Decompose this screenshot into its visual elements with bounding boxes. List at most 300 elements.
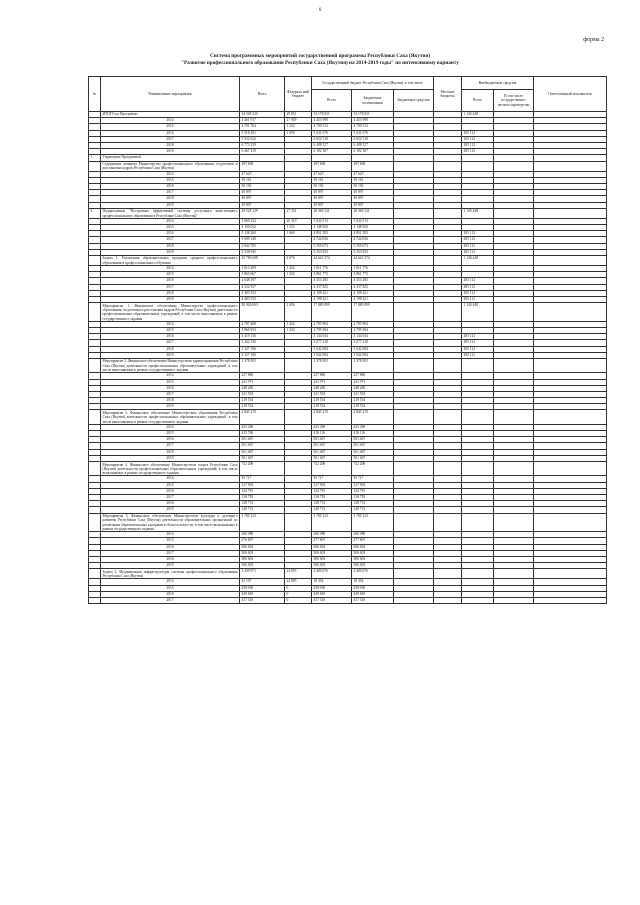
row-state-total: 5 631 676: [312, 130, 352, 136]
row-state-assignments: 221 554: [352, 391, 394, 397]
row-state-assignments: 128 713: [352, 501, 394, 507]
row-extra-partner: [494, 255, 534, 265]
row-number: [89, 462, 101, 476]
row-extra-total: 1 140 448: [462, 255, 494, 265]
row-name: 2017: [101, 443, 240, 449]
row-state-assignments: 5 631 676: [352, 130, 394, 136]
row-federal: [285, 410, 312, 424]
row-state-assignments: 429 665: [352, 591, 394, 597]
row-name: 2015: [101, 225, 240, 231]
table-row: [89, 161, 607, 171]
row-total: 49 897: [240, 202, 285, 208]
row-state-assignments: 277 807: [352, 538, 394, 544]
row-name: Мероприятие 3. Финансовое обеспечение Министерством образования Республики Саха (Якутия) деятельности профессиональных образовательных учреждений, в том числе выполняемых в рамках государственного задания: [102, 410, 238, 424]
row-name: 2017: [101, 284, 240, 290]
row-federal: 1 252: [285, 272, 312, 278]
row-state-assignments: 5 559 673: [352, 243, 394, 249]
row-name: 2019: [101, 296, 240, 302]
row-extra-total: 285 112: [462, 231, 494, 237]
row-extra-total: [462, 462, 494, 476]
row-name: 2019: [101, 352, 240, 358]
row-total: 93 717: [240, 476, 285, 482]
row-total: 4 522 937: [240, 284, 285, 290]
table-row: [89, 569, 607, 579]
title-line-1: Система программных мероприятий государственной программы Республики Саха (Якутия): [209, 53, 431, 59]
table-row: [89, 358, 607, 372]
row-state-total: 50 192: [312, 183, 352, 189]
row-extra-total: 285 112: [462, 334, 494, 340]
row-name: 2017: [101, 190, 240, 196]
row-extra-total: [462, 513, 494, 532]
row-extra-total: 285 112: [462, 142, 494, 148]
row-state-total: 4 198 421: [312, 296, 352, 302]
row-name: 2014: [101, 218, 240, 224]
row-name: 2014: [101, 118, 240, 124]
title-line-2: "Развитие профессионального образования Республики Саха (Якутия) на 2014-2019 годы" по интенсивному варианту: [181, 60, 459, 66]
row-state-total: 241 971: [312, 379, 352, 385]
row-name: 2019: [101, 202, 240, 208]
row-federal: 1 690: [285, 130, 312, 136]
row-name: Задача 1. Реализация образовательных программ среднего профессионального образования и профессионального обучения: [102, 256, 238, 265]
row-state-total: 4 724 036: [312, 237, 352, 243]
row-total: 752 209: [240, 462, 285, 476]
row-state-assignments: 2 845 270: [352, 410, 394, 424]
row-name: 2019: [101, 149, 240, 155]
row-state-assignments: 306 603: [352, 550, 394, 556]
row-name: 2015: [101, 328, 240, 334]
row-state-total: 219 554: [312, 404, 352, 410]
row-extra-total: [462, 410, 494, 424]
row-state-funds: [394, 208, 434, 218]
row-state-assignments: 297 669: [352, 161, 394, 171]
row-state-assignments: 93 717: [352, 476, 394, 482]
row-federal: 0: [285, 597, 312, 603]
row-state-total: 4 198 421: [312, 290, 352, 296]
row-name: Содержание аппарата Министерства профессионального образования, подготовки и расстановки кадров Республики Саха (Якутия): [102, 162, 238, 171]
row-state-total: 4 148 820: [312, 225, 352, 231]
row-state-assignments: 50 161: [352, 177, 394, 183]
row-state-total: 5 253 833: [312, 249, 352, 255]
row-extra-total: 285 112: [462, 284, 494, 290]
row-total: 3 362 530: [240, 340, 285, 346]
row-local: [434, 410, 462, 424]
row-state-total: 227 880: [312, 373, 352, 379]
row-federal: 2 676: [285, 255, 312, 265]
row-state-assignments: 24 641 574: [352, 255, 394, 265]
row-state-total: 1 378 003: [312, 358, 352, 372]
row-state-total: 47 625: [312, 171, 352, 177]
row-state-assignments: 127 902: [352, 482, 394, 488]
row-state-total: 2 799 384: [312, 328, 352, 334]
row-state-assignments: 4 198 421: [352, 296, 394, 302]
row-total: 6 467 419: [240, 149, 285, 155]
row-federal: 24 895: [285, 579, 312, 585]
row-extra-partner: [494, 597, 534, 603]
row-total: 4 461 917: [240, 118, 285, 124]
row-state-total: 50 161: [312, 177, 352, 183]
row-total: 49 897: [240, 196, 285, 202]
row-state-total: 423 286: [312, 424, 352, 430]
row-total: 297 669: [240, 161, 285, 171]
row-state-total: 130 783: [312, 494, 352, 500]
row-name: 2019: [101, 507, 240, 513]
row-state-total: 219 554: [312, 398, 352, 404]
table-row: [89, 462, 607, 476]
row-state-assignments: 280 989: [352, 532, 394, 538]
row-name: 2016: [101, 334, 240, 340]
row-total: 127 902: [240, 482, 285, 488]
row-state-total: 501 467: [312, 437, 352, 443]
row-state-total: 128 713: [312, 507, 352, 513]
row-total: 50 161: [240, 177, 285, 183]
row-state-assignments: 130 783: [352, 494, 394, 500]
row-name: 2014: [101, 171, 240, 177]
row-extra-total: 285 112: [462, 296, 494, 302]
row-extra-total: 285 112: [462, 290, 494, 296]
row-state-assignments: 3 134 044: [352, 334, 394, 340]
row-federal: 0: [285, 591, 312, 597]
row-total: 5 538 945: [240, 249, 285, 255]
row-extra-total: [462, 569, 494, 579]
row-local: [434, 303, 462, 322]
row-state-total: 429 665: [312, 591, 352, 597]
row-state-funds: [394, 569, 434, 579]
row-total: 3 869 232: [240, 218, 285, 224]
row-extra-total: 285 112: [462, 346, 494, 352]
row-responsible: [534, 303, 607, 322]
row-state-assignments: 306 603: [352, 563, 394, 569]
row-responsible: [534, 513, 607, 532]
row-name: 2015: [101, 538, 240, 544]
table-row: [89, 255, 607, 265]
row-federal: 27 909: [285, 118, 312, 124]
row-name: ИТОГО по Программе:: [101, 112, 240, 118]
row-state-total: 142 781: [312, 488, 352, 494]
row-total: 501 467: [240, 455, 285, 461]
row-total: 429 665: [240, 591, 285, 597]
row-extra-total: 1 140 448: [462, 303, 494, 322]
row-name: 2019: [101, 404, 240, 410]
row-total: 221 554: [240, 391, 285, 397]
header-extra-total: Всего: [462, 90, 494, 112]
row-extra-total: 285 112: [462, 149, 494, 155]
row-total: 34 348 320: [240, 112, 285, 118]
row-name: 2015: [101, 431, 240, 437]
row-number: [89, 303, 101, 322]
row-total: 5 009 148: [240, 237, 285, 243]
row-state-assignments: 501 467: [352, 455, 394, 461]
row-responsible: [534, 410, 607, 424]
row-state-total: 3 406 076: [312, 569, 352, 579]
row-total: 306 603: [240, 563, 285, 569]
row-total: 2 866 933: [240, 328, 285, 334]
row-state-total: 3 042 084: [312, 352, 352, 358]
row-total: 4 483 533: [240, 296, 285, 302]
program-table: [88, 76, 607, 604]
row-state-total: 221 554: [312, 391, 352, 397]
row-extra-partner: [494, 513, 534, 532]
row-responsible: [534, 161, 607, 171]
row-responsible: [534, 255, 607, 265]
row-extra-partner: [494, 161, 534, 171]
row-state-assignments: 4 433 998: [352, 118, 394, 124]
row-extra-partner: [494, 410, 534, 424]
row-state-funds: [394, 462, 434, 476]
row-state-funds: [394, 410, 434, 424]
row-state-assignments: 2 785 984: [352, 321, 394, 327]
row-state-total: 3 077 418: [312, 340, 352, 346]
row-federal: [285, 161, 312, 171]
row-name: 2019: [101, 563, 240, 569]
row-extra-total: 285 112: [462, 136, 494, 142]
row-state-assignments: 5 652 510: [352, 136, 394, 142]
row-total: 415 760: [240, 431, 285, 437]
row-state-funds: [394, 597, 434, 603]
row-state-total: 5 559 673: [312, 243, 352, 249]
row-name: 2017: [101, 597, 240, 603]
row-name: 2018: [101, 346, 240, 352]
row-state-funds: [394, 255, 434, 265]
row-number: [89, 597, 101, 603]
row-total: 248 260: [240, 385, 285, 391]
row-name: 2014: [101, 321, 240, 327]
row-name: 2014: [101, 266, 240, 272]
row-name: 2017: [101, 237, 240, 243]
row-extra-total: 285 112: [462, 237, 494, 243]
row-total: 43 197: [240, 579, 285, 585]
row-state-total: 501 467: [312, 455, 352, 461]
row-name: 2017: [101, 494, 240, 500]
header-responsible: Ответственный исполнитель: [534, 77, 607, 112]
row-state-assignments: 3 077 418: [352, 340, 394, 346]
row-number: 2: [89, 208, 101, 218]
row-state-assignments: 306 603: [352, 556, 394, 562]
row-responsible: [534, 358, 607, 372]
table-body: [89, 112, 607, 604]
row-name: 2016: [101, 544, 240, 550]
row-extra-partner: [494, 569, 534, 579]
row-total: 128 713: [240, 501, 285, 507]
row-state-total: 306 603: [312, 563, 352, 569]
row-total: 4 648 397: [240, 278, 285, 284]
row-state-total: 127 902: [312, 482, 352, 488]
row-total: 3 813 209: [240, 266, 285, 272]
row-name: 2014: [101, 476, 240, 482]
row-state-assignments: 142 781: [352, 488, 394, 494]
row-name: 2014: [101, 532, 240, 538]
row-local: [434, 358, 462, 372]
row-extra-partner: [494, 462, 534, 476]
row-state-assignments: 50 192: [352, 183, 394, 189]
row-state-assignments: 416 116: [352, 431, 394, 437]
row-total: 128 713: [240, 507, 285, 513]
row-state-assignments: 4 790 512: [352, 124, 394, 130]
row-state-total: 259 939: [312, 585, 352, 591]
row-total: 47 625: [240, 171, 285, 177]
row-name: 2014: [101, 424, 240, 430]
row-total: 1 378 003: [240, 358, 285, 372]
row-state-total: 3 842 913: [312, 218, 352, 224]
table-header: [89, 77, 607, 112]
row-extra-partner: [494, 208, 534, 218]
row-state-assignments: 3 042 084: [352, 352, 394, 358]
row-federal: 26 319: [285, 218, 312, 224]
table-row: [89, 208, 607, 218]
row-extra-total: 285 112: [462, 249, 494, 255]
row-name: 2018: [101, 501, 240, 507]
row-state-assignments: 417 316: [352, 597, 394, 603]
row-total: 25 786 698: [240, 255, 285, 265]
row-state-assignments: 3 861 775: [352, 272, 394, 278]
row-state-assignments: 2 799 384: [352, 328, 394, 334]
row-number: 1: [89, 155, 101, 161]
row-total: 130 783: [240, 494, 285, 500]
row-local: [434, 569, 462, 579]
row-state-assignments: 1 785 123: [352, 513, 394, 532]
row-name: 2018: [101, 556, 240, 562]
row-state-total: 4 353 285: [312, 278, 352, 284]
table-row: [89, 513, 607, 532]
row-total: 50 192: [240, 183, 285, 189]
row-state-total: 49 897: [312, 190, 352, 196]
row-total: 142 781: [240, 488, 285, 494]
row-state-total: 2 785 984: [312, 321, 352, 327]
row-state-assignments: 4 148 820: [352, 225, 394, 231]
row-total: 241 971: [240, 379, 285, 385]
row-total: 6 773 239: [240, 142, 285, 148]
row-name: Задача 2. Модернизация инфраструктуры системы профессионального образования Республики Саха (Якутия): [102, 569, 238, 579]
row-total: 306 603: [240, 544, 285, 550]
row-state-total: 4 433 998: [312, 118, 352, 124]
row-number: [89, 161, 101, 171]
table-row: [89, 303, 607, 322]
row-responsible: [534, 208, 607, 218]
row-total: 3 327 196: [240, 352, 285, 358]
row-name: 2018: [101, 449, 240, 455]
row-state-total: 33 178 831: [312, 112, 352, 118]
row-federal: 1 232: [285, 328, 312, 334]
row-state-total: 248 260: [312, 385, 352, 391]
row-state-total: 3 042 084: [312, 346, 352, 352]
row-number: [89, 358, 101, 372]
row-federal: 1 660: [285, 231, 312, 237]
row-state-total: 93 717: [312, 476, 352, 482]
row-extra-total: 1 140 448: [462, 112, 494, 118]
row-state-total: 6 488 127: [312, 142, 352, 148]
row-state-total: 501 467: [312, 443, 352, 449]
row-state-assignments: 219 554: [352, 398, 394, 404]
row-state-assignments: 3 042 084: [352, 346, 394, 352]
row-name: Мероприятие 1. Финансовое обеспечение Министерства профессионального образования, подготовки и расстановки кадров Республики Саха (Якутия) деятельности профессиональных образовательных учреждений, в том числе выполняемых в рамках государственного задания: [102, 303, 238, 321]
row-extra-partner: [494, 303, 534, 322]
row-name: 2015: [101, 379, 240, 385]
row-name: Мероприятие 2. Финансовое обеспечение Министерством здравоохранения Республики Саха (Якутия) деятельности профессиональных образовательных учреждений, в том числе выполняемых в рамках государственного задания: [102, 359, 238, 373]
row-name: 2014: [101, 373, 240, 379]
row-state-assignments: 241 971: [352, 379, 394, 385]
row-name: 2016: [101, 231, 240, 237]
row-name: 2017: [101, 340, 240, 346]
row-state-funds: [394, 513, 434, 532]
row-name: 2016: [101, 278, 240, 284]
row-total: 5 844 785: [240, 243, 285, 249]
header-state: Государственный бюджет Республики Саха (Якутия), в том числе: [312, 77, 434, 90]
row-total: 306 603: [240, 556, 285, 562]
row-total: 501 467: [240, 437, 285, 443]
row-name: 2017: [101, 136, 240, 142]
row-name: 2015: [101, 482, 240, 488]
row-total: 423 286: [240, 424, 285, 430]
row-state-total: 5 652 510: [312, 136, 352, 142]
table-row: [89, 597, 607, 603]
row-state-assignments: 33 178 831: [352, 112, 394, 118]
header-federal: Федераль ный бюджет: [285, 77, 312, 112]
row-total: 5 138 260: [240, 231, 285, 237]
row-total: 3 327 196: [240, 346, 285, 352]
row-total: 501 467: [240, 443, 285, 449]
row-state-total: 49 897: [312, 196, 352, 202]
row-total: 2 787 408: [240, 321, 285, 327]
row-state-assignments: 4 237 825: [352, 284, 394, 290]
row-state-assignments: 49 897: [352, 202, 394, 208]
row-name: 2018: [101, 243, 240, 249]
page-number: 6: [318, 8, 322, 13]
row-state-total: 297 669: [312, 161, 352, 171]
row-name: 2019: [101, 249, 240, 255]
row-state-total: 17 880 899: [312, 303, 352, 322]
row-local: [434, 513, 462, 532]
row-name: Подпрограмма "Построение эффективной системы доступного качественного профессионального образования в Республике Саха (Якутия)": [102, 209, 238, 218]
row-responsible: [534, 569, 607, 579]
row-total: 49 897: [240, 190, 285, 196]
row-extra-total: 285 112: [462, 340, 494, 346]
row-federal: 0: [285, 585, 312, 591]
row-state-total: 128 713: [312, 501, 352, 507]
row-state-total: 501 467: [312, 449, 352, 455]
header-state-total: Всего: [312, 90, 352, 112]
row-total: 20 926 063: [240, 303, 285, 322]
row-state-assignments: 306 603: [352, 544, 394, 550]
row-federal: 1 424: [285, 266, 312, 272]
row-state-total: 49 897: [312, 202, 352, 208]
row-state-assignments: 259 939: [352, 585, 394, 591]
row-state-total: 4 851 583: [312, 231, 352, 237]
row-federal: 29 851: [285, 112, 312, 118]
row-total: 306 603: [240, 550, 285, 556]
row-name: 2018: [101, 142, 240, 148]
row-state-assignments: 219 554: [352, 404, 394, 410]
row-state-assignments: 5 253 833: [352, 249, 394, 255]
row-name: 2016: [101, 437, 240, 443]
row-state-assignments: 17 880 899: [352, 303, 394, 322]
row-state-assignments: 3 811 776: [352, 266, 394, 272]
row-state-assignments: 6 488 127: [352, 142, 394, 148]
row-state-assignments: 28 360 121: [352, 208, 394, 218]
row-state-total: 2 845 270: [312, 410, 352, 424]
row-state-assignments: 47 625: [352, 171, 394, 177]
row-total: 1 785 123: [240, 513, 285, 532]
row-name: 2018: [101, 196, 240, 202]
row-total: 219 554: [240, 404, 285, 410]
row-local: [434, 255, 462, 265]
header-local: Местные бюджеты: [434, 77, 462, 112]
row-total: 5 918 201: [240, 130, 285, 136]
header-total: Всего: [240, 77, 285, 112]
table-row: [89, 410, 607, 424]
row-state-assignments: 128 713: [352, 507, 394, 513]
header-extra-partner: В том числе государственно-частное партнерство: [494, 90, 534, 112]
row-name: 2018: [101, 290, 240, 296]
row-name: 2018: [101, 398, 240, 404]
